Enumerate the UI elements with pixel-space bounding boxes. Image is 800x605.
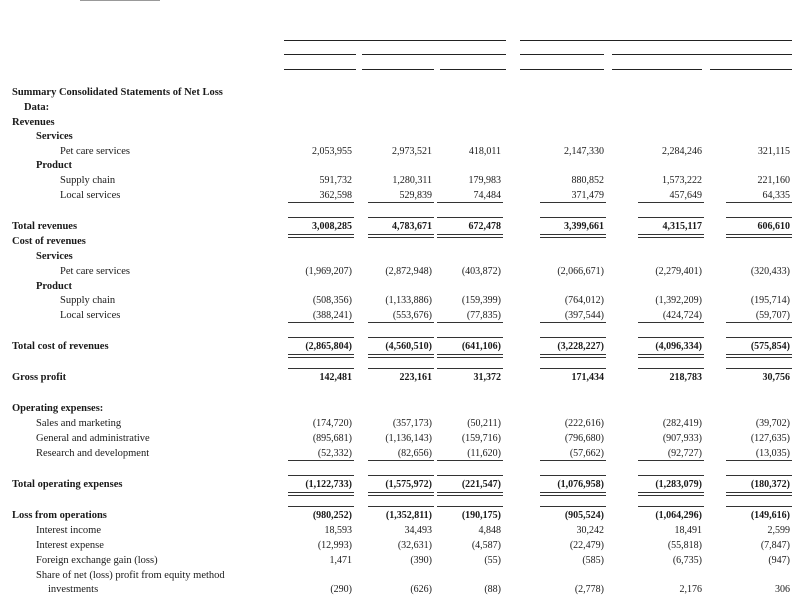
cell-value: (1,283,079) <box>655 479 702 490</box>
cell-value: (764,012) <box>564 295 604 306</box>
cell-value: 880,852 <box>571 175 604 186</box>
total-rule <box>726 217 792 218</box>
cell-value: (174,720) <box>312 418 352 429</box>
operating-subtotal-rule <box>726 460 792 461</box>
cell-value: (57,662) <box>569 448 604 459</box>
cell-value: (282,419) <box>662 418 702 429</box>
cell-value: 171,434 <box>571 372 604 383</box>
cell-value: (55) <box>484 555 501 566</box>
row-label: Product <box>36 281 72 292</box>
cell-value: (1,133,886) <box>385 295 432 306</box>
row-label: Pet care services <box>60 266 130 277</box>
cell-value: 2,147,330 <box>564 146 604 157</box>
total-double-rule <box>726 492 792 496</box>
cell-value: (55,818) <box>667 540 702 551</box>
cell-value: (190,175) <box>461 510 501 521</box>
cell-value: (4,096,334) <box>655 341 702 352</box>
header-year-rule-d <box>612 54 792 55</box>
row-label: Services <box>36 251 73 262</box>
cell-value: (424,724) <box>662 310 702 321</box>
cell-value: (13,035) <box>755 448 790 459</box>
revenue-subtotal-rule <box>437 202 503 203</box>
cell-value: 4,315,117 <box>662 221 702 232</box>
row-label: Revenues <box>12 117 55 128</box>
total-rule <box>726 337 792 338</box>
total-double-rule <box>638 492 704 496</box>
total-double-rule <box>368 234 434 238</box>
revenue-subtotal-rule <box>638 202 704 203</box>
cell-value: 74,484 <box>473 190 501 201</box>
row-label: General and administrative <box>36 433 150 444</box>
cell-value: (127,635) <box>750 433 790 444</box>
row-label: Total cost of revenues <box>12 341 109 352</box>
cell-value: (77,835) <box>466 310 501 321</box>
operating-subtotal-rule <box>437 460 503 461</box>
cell-value: (82,656) <box>397 448 432 459</box>
cost-subtotal-rule <box>288 322 354 323</box>
cell-value: (50,211) <box>467 418 501 429</box>
cell-value: 221,160 <box>757 175 790 186</box>
total-double-rule <box>368 492 434 496</box>
row-label: Data: <box>24 102 50 113</box>
cell-value: (1,392,209) <box>655 295 702 306</box>
row-label: Foreign exchange gain (loss) <box>36 555 158 566</box>
cell-value: 179,983 <box>468 175 501 186</box>
operating-subtotal-rule <box>638 460 704 461</box>
cell-value: (159,716) <box>461 433 501 444</box>
cell-value: (403,872) <box>461 266 501 277</box>
revenue-subtotal-rule <box>540 202 606 203</box>
cell-value: (12,993) <box>317 540 352 551</box>
cell-value: (1,122,733) <box>305 479 352 490</box>
header-currency-rule-5 <box>710 69 792 70</box>
total-rule <box>368 475 434 476</box>
cell-value: (895,681) <box>312 433 352 444</box>
row-label: Pet care services <box>60 146 130 157</box>
row-label: Product <box>36 160 72 171</box>
cell-value: (221,547) <box>461 479 501 490</box>
cell-value: (1,969,207) <box>305 266 352 277</box>
row-label: Supply chain <box>60 295 116 306</box>
total-rule <box>540 475 606 476</box>
header-year-rule-a <box>284 54 356 55</box>
cell-value: (3,228,227) <box>557 341 604 352</box>
cell-value: (626) <box>410 584 432 595</box>
total-double-rule <box>540 492 606 496</box>
cell-value: 2,053,955 <box>312 146 352 157</box>
cell-value: (905,524) <box>564 510 604 521</box>
cell-value: (1,575,972) <box>385 479 432 490</box>
cell-value: (585) <box>582 555 604 566</box>
cell-value: (4,560,510) <box>385 341 432 352</box>
total-rule <box>288 217 354 218</box>
total-double-rule <box>437 234 503 238</box>
total-rule <box>288 337 354 338</box>
header-year-rule-b <box>362 54 506 55</box>
total-double-rule <box>437 492 503 496</box>
header-year-rule-c <box>520 54 604 55</box>
cell-value: 3,008,285 <box>312 221 352 232</box>
cell-value: 64,335 <box>762 190 790 201</box>
cell-value: (2,778) <box>574 584 604 595</box>
total-rule <box>540 506 606 507</box>
total-double-rule <box>540 234 606 238</box>
cell-value: (947) <box>768 555 790 566</box>
cell-value: 1,280,311 <box>392 175 432 186</box>
cell-value: 591,732 <box>319 175 352 186</box>
row-label: Share of net (loss) profit from equity method <box>36 570 225 581</box>
cell-value: (553,676) <box>392 310 432 321</box>
cell-value: 2,176 <box>679 584 702 595</box>
cell-value: (907,933) <box>662 433 702 444</box>
row-label: Local services <box>60 190 121 201</box>
cell-value: 3,399,661 <box>564 221 604 232</box>
row-label: Services <box>36 131 73 142</box>
total-double-rule <box>288 354 354 358</box>
total-rule <box>638 337 704 338</box>
cell-value: 1,471 <box>329 555 352 566</box>
cell-value: 606,610 <box>757 221 790 232</box>
cell-value: (980,252) <box>312 510 352 521</box>
cell-value: (195,714) <box>750 295 790 306</box>
total-rule <box>540 337 606 338</box>
total-double-rule <box>437 354 503 358</box>
total-rule <box>726 506 792 507</box>
cost-subtotal-rule <box>540 322 606 323</box>
header-currency-rule-3 <box>520 69 604 70</box>
total-double-rule <box>638 234 704 238</box>
row-label: Summary Consolidated Statements of Net Loss <box>12 87 223 98</box>
header-currency-rule-1 <box>362 69 434 70</box>
total-rule <box>638 506 704 507</box>
header-rule-nine <box>520 40 792 41</box>
operating-subtotal-rule <box>540 460 606 461</box>
cell-value: (32,631) <box>397 540 432 551</box>
header-currency-rule-2 <box>440 69 506 70</box>
cell-value: (1,076,958) <box>557 479 604 490</box>
cell-value: 30,756 <box>762 372 790 383</box>
cell-value: 30,242 <box>576 525 604 536</box>
operating-subtotal-rule <box>288 460 354 461</box>
total-rule <box>368 337 434 338</box>
cell-value: (222,616) <box>564 418 604 429</box>
cell-value: (2,865,804) <box>305 341 352 352</box>
total-rule <box>638 475 704 476</box>
total-rule <box>368 368 434 369</box>
cell-value: (4,587) <box>471 540 501 551</box>
cell-value: (59,707) <box>755 310 790 321</box>
total-rule <box>288 368 354 369</box>
cell-value: 223,161 <box>399 372 432 383</box>
row-label: Interest expense <box>36 540 104 551</box>
header-currency-rule-0 <box>284 69 356 70</box>
cell-value: (397,544) <box>564 310 604 321</box>
total-double-rule <box>638 354 704 358</box>
cell-value: (159,399) <box>461 295 501 306</box>
header-currency-rule-4 <box>612 69 702 70</box>
total-rule <box>437 337 503 338</box>
total-double-rule <box>540 354 606 358</box>
cell-value: (88) <box>484 584 501 595</box>
cell-value: 672,478 <box>468 221 501 232</box>
cell-value: (7,847) <box>760 540 790 551</box>
revenue-subtotal-rule <box>288 202 354 203</box>
total-rule <box>288 506 354 507</box>
cell-value: (22,479) <box>569 540 604 551</box>
row-label: Total operating expenses <box>12 479 123 490</box>
cell-value: 321,115 <box>757 146 790 157</box>
row-label: Sales and marketing <box>36 418 122 429</box>
row-label: Interest income <box>36 525 102 536</box>
cell-value: 18,593 <box>324 525 352 536</box>
cost-subtotal-rule <box>638 322 704 323</box>
cell-value: 529,839 <box>399 190 432 201</box>
total-rule <box>638 368 704 369</box>
total-rule <box>638 217 704 218</box>
total-double-rule <box>726 234 792 238</box>
cell-value: (92,727) <box>667 448 702 459</box>
cell-value: (2,066,671) <box>557 266 604 277</box>
total-rule <box>726 368 792 369</box>
cell-value: (149,616) <box>750 510 790 521</box>
operating-subtotal-rule <box>368 460 434 461</box>
cell-value: 2,973,521 <box>392 146 432 157</box>
cell-value: 2,599 <box>767 525 790 536</box>
total-rule <box>540 217 606 218</box>
cell-value: (796,680) <box>564 433 604 444</box>
cell-value: 218,783 <box>669 372 702 383</box>
cell-value: 418,011 <box>468 146 501 157</box>
cell-value: (39,702) <box>755 418 790 429</box>
cost-subtotal-rule <box>437 322 503 323</box>
cell-value: (390) <box>410 555 432 566</box>
cell-value: (641,106) <box>461 341 501 352</box>
cell-value: (1,064,296) <box>655 510 702 521</box>
top-edge-mark <box>80 0 160 5</box>
cost-subtotal-rule <box>726 322 792 323</box>
cell-value: (11,620) <box>467 448 501 459</box>
cell-value: (575,854) <box>750 341 790 352</box>
row-label: Gross profit <box>12 372 67 383</box>
total-rule <box>437 368 503 369</box>
cell-value: 371,479 <box>571 190 604 201</box>
cell-value: (2,279,401) <box>655 266 702 277</box>
revenue-subtotal-rule <box>726 202 792 203</box>
total-rule <box>368 506 434 507</box>
cell-value: (508,356) <box>312 295 352 306</box>
total-rule <box>288 475 354 476</box>
cell-value: (180,372) <box>750 479 790 490</box>
cell-value: (2,872,948) <box>385 266 432 277</box>
revenue-subtotal-rule <box>368 202 434 203</box>
cell-value: 1,573,222 <box>662 175 702 186</box>
row-label: Operating expenses: <box>12 403 104 414</box>
total-rule <box>726 475 792 476</box>
total-double-rule <box>288 234 354 238</box>
cell-value: (52,332) <box>317 448 352 459</box>
cost-subtotal-rule <box>368 322 434 323</box>
row-label: Research and development <box>36 448 150 459</box>
cell-value: 306 <box>775 584 790 595</box>
total-rule <box>540 368 606 369</box>
cell-value: 18,491 <box>674 525 702 536</box>
cell-value: (1,352,811) <box>385 510 432 521</box>
total-rule <box>437 217 503 218</box>
cell-value: (290) <box>330 584 352 595</box>
cell-value: 4,848 <box>478 525 501 536</box>
cell-value: 34,493 <box>404 525 432 536</box>
row-label: Loss from operations <box>12 510 107 521</box>
total-double-rule <box>726 354 792 358</box>
cell-value: 31,372 <box>473 372 501 383</box>
total-double-rule <box>288 492 354 496</box>
cell-value: (6,735) <box>672 555 702 566</box>
cell-value: (1,136,143) <box>385 433 432 444</box>
row-label: investments <box>48 584 99 595</box>
cell-value: 362,598 <box>319 190 352 201</box>
cell-value: (357,173) <box>392 418 432 429</box>
cell-value: (388,241) <box>312 310 352 321</box>
header-rule-year <box>284 40 506 41</box>
row-label: Cost of revenues <box>12 236 86 247</box>
row-label: Supply chain <box>60 175 116 186</box>
cell-value: 2,284,246 <box>662 146 702 157</box>
total-double-rule <box>368 354 434 358</box>
cell-value: 142,481 <box>319 372 352 383</box>
total-rule <box>437 475 503 476</box>
cell-value: 457,649 <box>669 190 702 201</box>
row-label: Local services <box>60 310 121 321</box>
total-rule <box>368 217 434 218</box>
row-label: Total revenues <box>12 221 78 232</box>
cell-value: 4,783,671 <box>392 221 432 232</box>
total-rule <box>437 506 503 507</box>
cell-value: (320,433) <box>750 266 790 277</box>
